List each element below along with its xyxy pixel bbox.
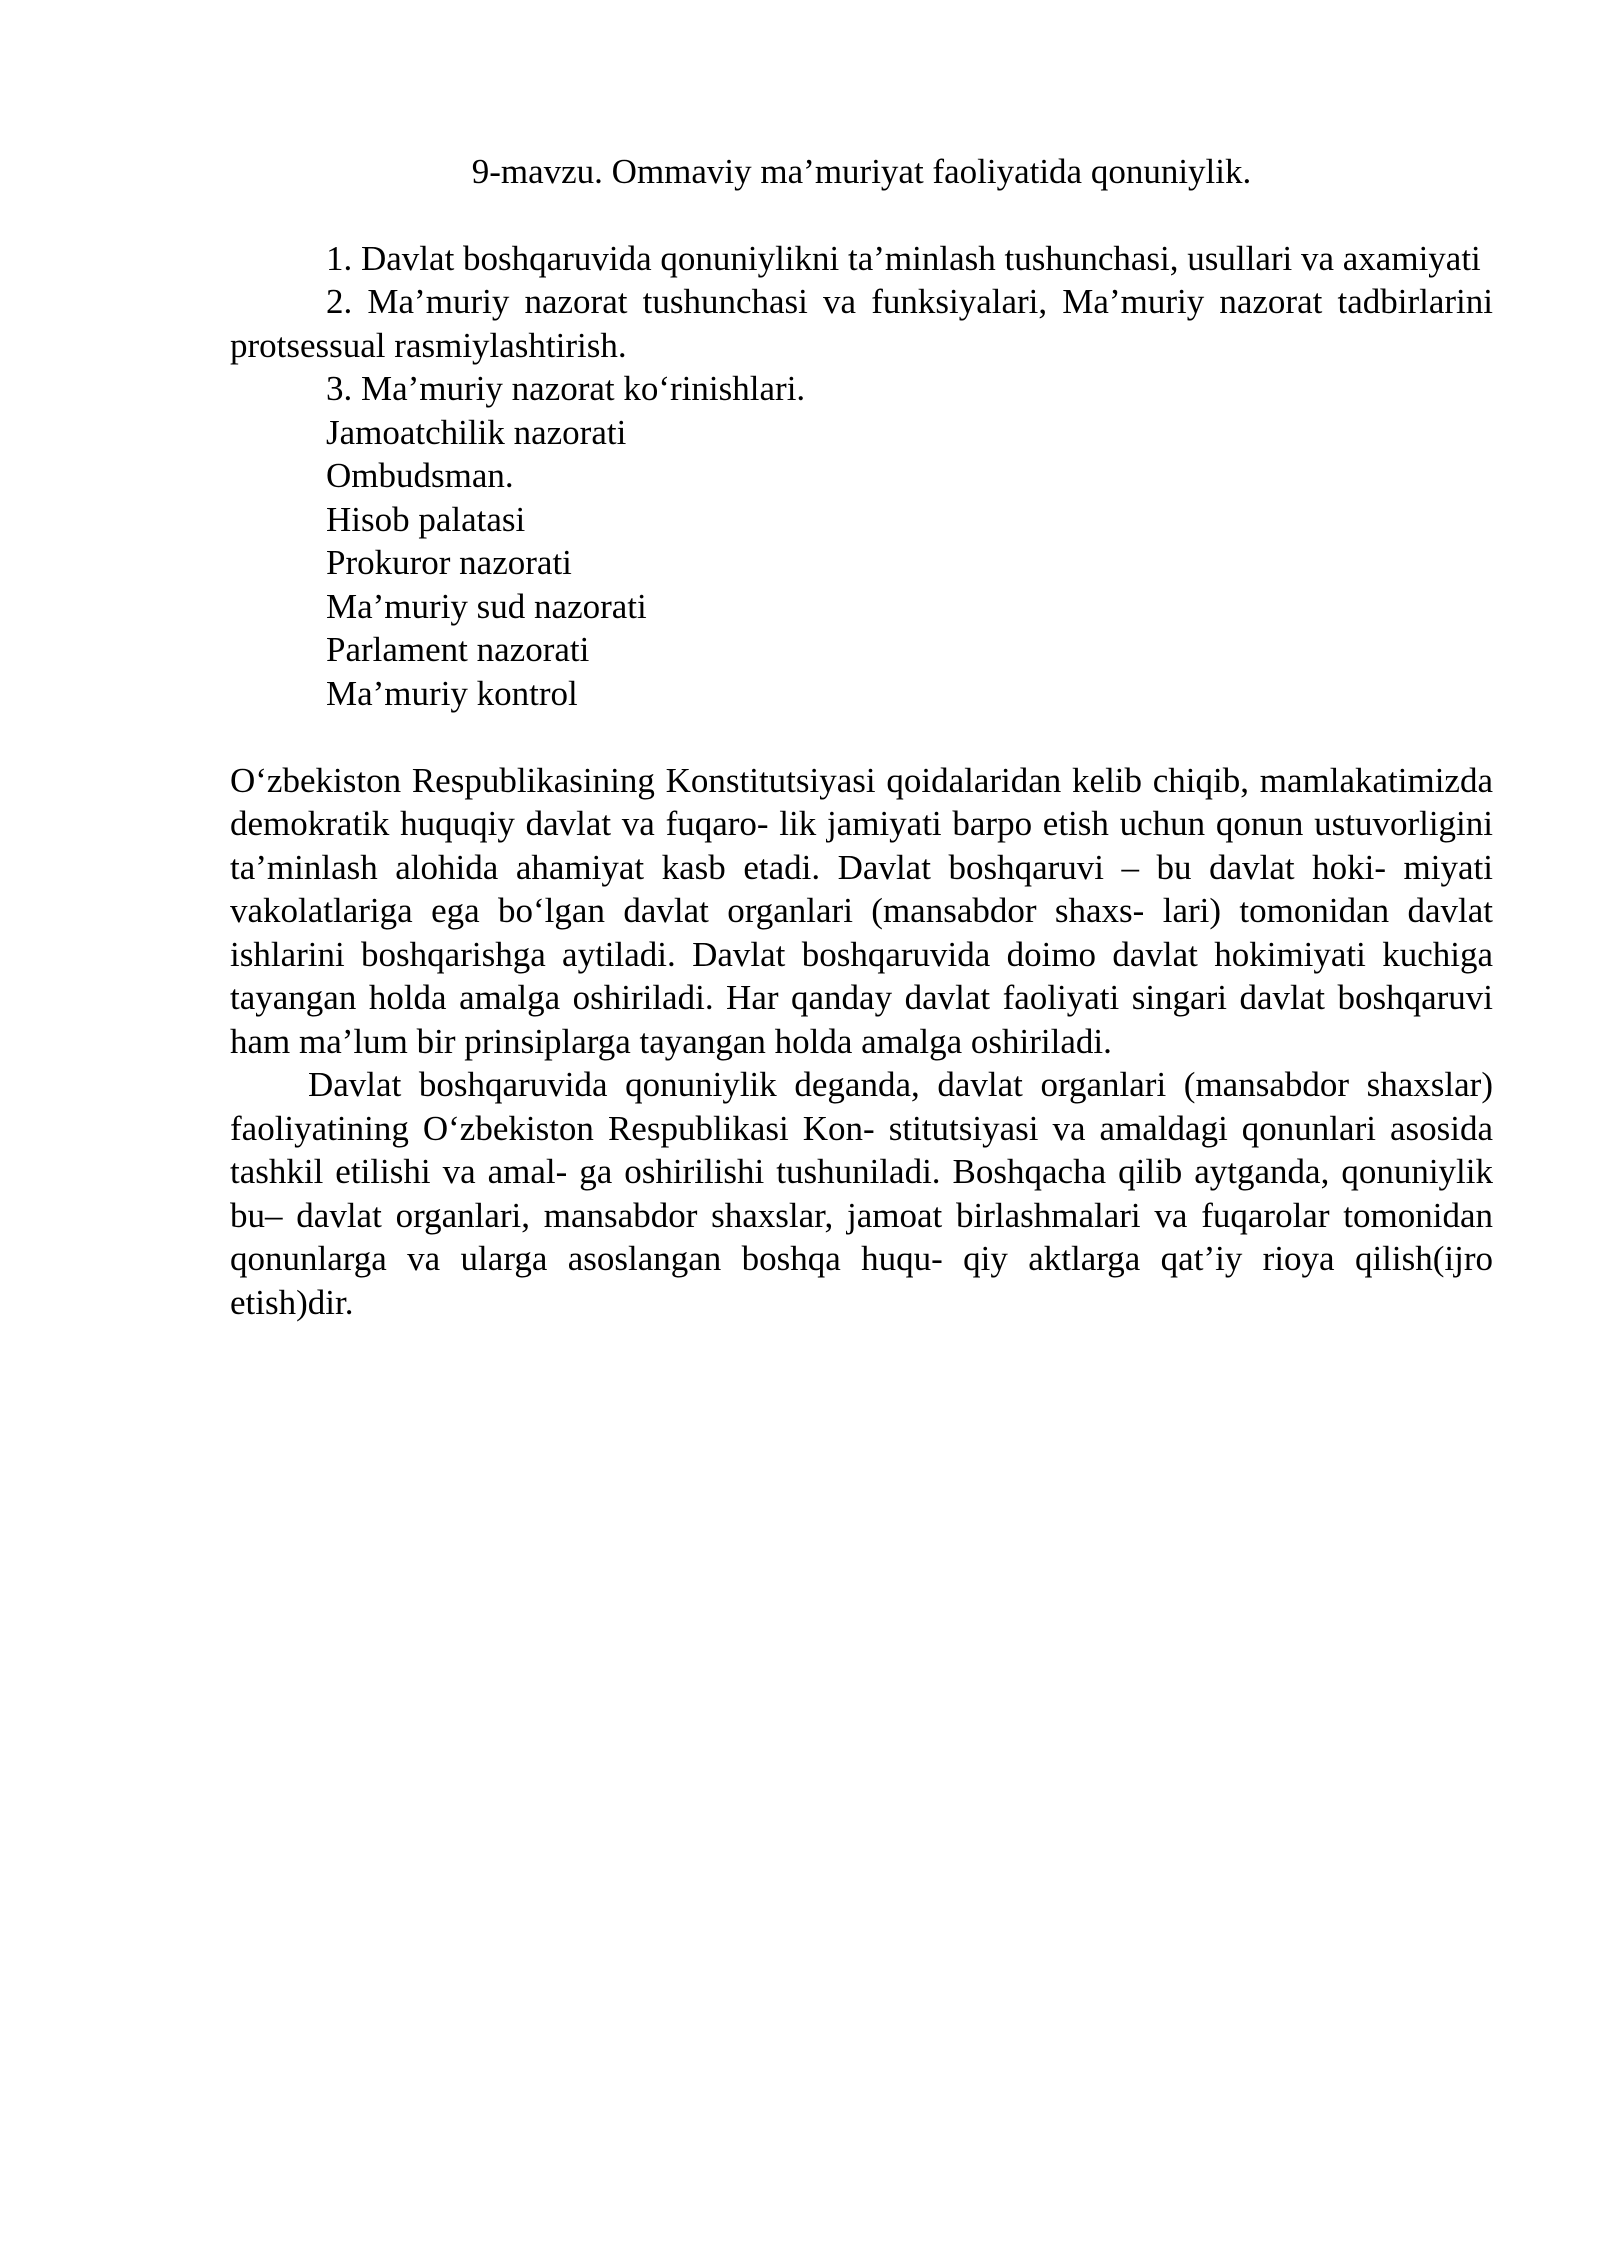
list-item: Jamoatchilik nazorati: [326, 412, 627, 452]
outline-item-2: 2. Ma’muriy nazorat tushunchasi va funksiyalari, Ma’muriy nazorat tadbirlarini protsessual rasmiylashtirish.: [230, 282, 1493, 365]
outline-item-3: 3. Ma’muriy nazorat ko‘rinishlari.: [326, 369, 806, 408]
page-title: 9-mavzu. Ommaviy ma’muriyat faoliyatida qonuniylik.: [471, 152, 1252, 191]
list-item: Prokuror nazorati: [326, 543, 572, 582]
body-paragraph-2: Davlat boshqaruvida qonuniylik deganda, davlat organlari (mansabdor shaxslar) faoliyatining O‘zbekiston Respublikasi Kon- stitutsiyasi va amaldagi qonunlari asosida tashkil etilishi va amal- ga oshirilishi tushuniladi. Boshqacha qilib aytganda, qonuniylik bu– davlat organlari, mansabdor shaxslar, jamoat birlashmalari va fuqarolar tomonidan qonunlarga va ularga asoslangan boshqa huqu- qiy aktlarga qat’iy rioya qilish(ijro etish)dir.: [230, 1065, 1493, 1322]
list-item: Hisob palatasi: [326, 499, 526, 539]
list-item: Ma’muriy sud nazorati: [326, 586, 647, 626]
outline-item-1: 1. Davlat boshqaruvida qonuniylikni ta’minlash tushunchasi, usullari va axamiyati: [326, 238, 1481, 278]
list-item: Parlament nazorati: [326, 630, 590, 669]
control-types-list: [230, 411, 1493, 716]
blank-line: [230, 715, 1493, 759]
body-paragraph-1: O‘zbekiston Respublikasining Konstitutsiyasi qoidalaridan kelib chiqib, mamlakatimizda demokratik huquqiy davlat va fuqaro- lik jamiyati barpo etish uchun qonun ustuvorligini ta’minlash alohida ahamiyat kasb etadi. Davlat boshqaruvi – bu davlat hoki- miyati vakolatlariga ega bo‘lgan davlat organlari (mansabdor shaxs- lari) tomonidan davlat ishlarini boshqarishga aytiladi. Davlat boshqaruvida doimo davlat hokimiyati kuchiga tayangan holda amalga oshiriladi. Har qanday davlat faoliyati singari davlat boshqaruvi ham ma’lum bir prinsiplarga tayangan holda amalga oshiriladi.: [230, 760, 1493, 1061]
list-item: Ma’muriy kontrol: [326, 673, 578, 713]
list-item: Ombudsman.: [326, 456, 514, 495]
topic-outline: [230, 237, 1493, 411]
document-page: [230, 150, 1493, 1324]
